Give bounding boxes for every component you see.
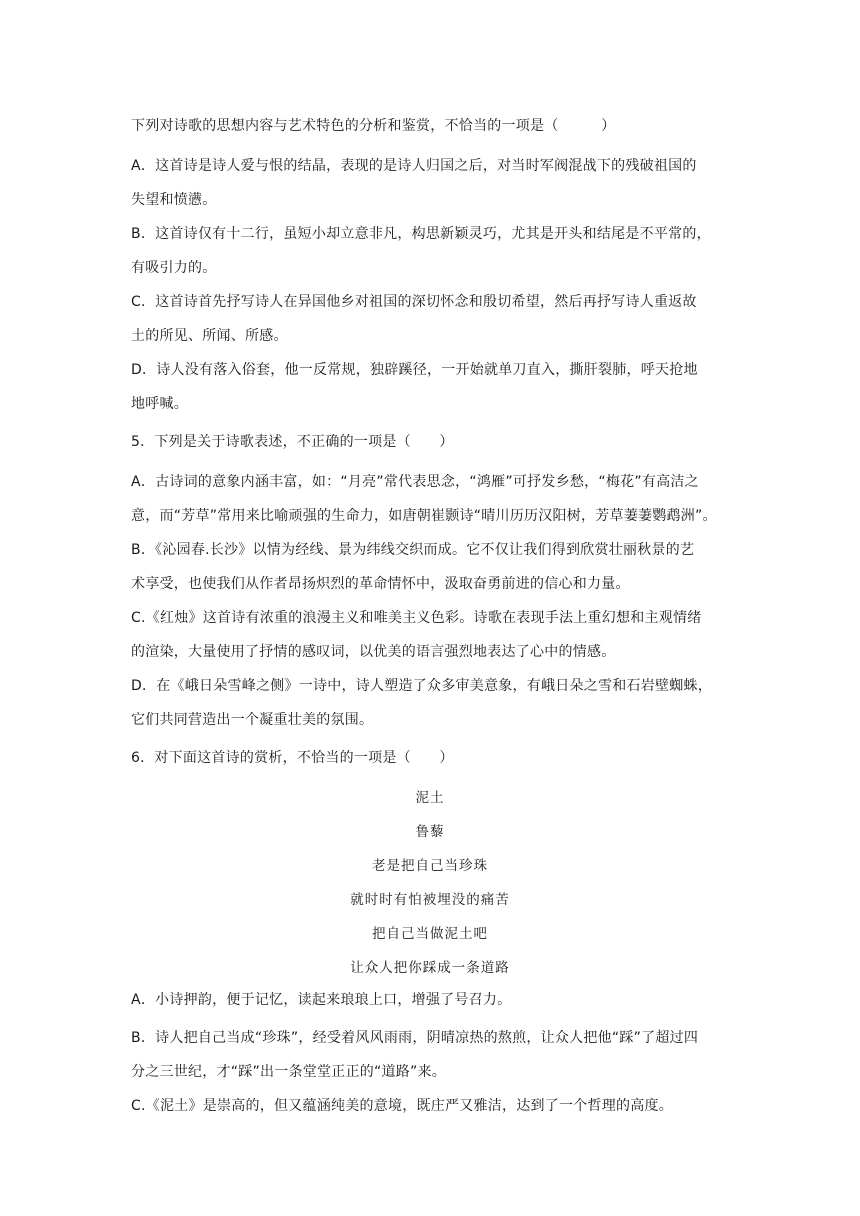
q5-option-c-line1: C.《红烛》这首诗有浓重的浪漫主义和唯美主义色彩。诗歌在表现手法上重幻想和主观情绪: [131, 610, 702, 626]
q6-option-b-line2: 分之三世纪，才“踩”出一条堂堂正正的“道路”来。: [131, 1064, 447, 1080]
q5-option-a-line2: 意，而“芳草”常用来比喻顽强的生命力，如唐朝崔颢诗“晴川历历汉阳树，芳草萋萋鹦鹉洲”。: [131, 508, 717, 524]
poem-line-1: 老是把自己当珍珠: [372, 858, 488, 874]
q4-option-d-line1: D．诗人没有落入俗套，他一反常规，独辟蹊径，一开始就单刀直入，撕肝裂肺，呼天抢地: [131, 362, 698, 378]
poem-line-3: 把自己当做泥土吧: [372, 926, 488, 942]
q4-option-c-line2: 土的所见、所闻、所感。: [131, 328, 288, 344]
q4-option-d-line2: 地呼喊。: [131, 396, 188, 412]
q5-option-b-line2: 术享受，也使我们从作者昂扬炽烈的革命情怀中，汲取奋勇前进的信心和力量。: [131, 576, 630, 592]
q6-option-a-line1: A．小诗押韵，便于记忆，读起来琅琅上口，增强了号召力。: [131, 992, 512, 1008]
q4-stem: 下列对诗歌的思想内容与艺术特色的分析和鉴赏，不恰当的一项是（ ）: [131, 118, 616, 134]
q6-stem: 6．对下面这首诗的赏析，不恰当的一项是（ ）: [131, 750, 454, 766]
q4-option-b-line2: 有吸引力的。: [131, 260, 217, 276]
q5-option-a-line1: A．古诗词的意象内涵丰富，如：“月亮”常代表思念，“鸿雁”可抒发乡愁，“梅花”有高洁之: [131, 474, 699, 490]
poem-author: 鲁藜: [415, 824, 445, 840]
poem-line-2: 就时时有怕被埋没的痛苦: [350, 892, 510, 908]
q5-option-d-line1: D．在《峨日朵雪峰之侧》一诗中，诗人塑造了众多审美意象，有峨日朵之雪和石岩壁蜘蛛，: [131, 678, 713, 694]
q4-option-c-line1: C．这首诗首先抒写诗人在异国他乡对祖国的深切怀念和殷切希望，然后再抒写诗人重返故: [131, 294, 697, 310]
q5-option-d-line2: 它们共同营造出一个凝重壮美的氛围。: [131, 712, 374, 728]
q5-option-c-line2: 的渲染，大量使用了抒情的感叹词，以优美的语言强烈地表达了心中的情感。: [131, 644, 616, 660]
q6-option-c-line1: C.《泥土》是崇高的，但又蕴涵纯美的意境，既庄严又雅洁，达到了一个哲理的高度。: [131, 1098, 673, 1114]
q4-option-b-line1: B．这首诗仅有十二行，虽短小却立意非凡，构思新颖灵巧，尤其是开头和结尾是不平常的，: [131, 226, 711, 242]
q6-option-b-line1: B．诗人把自己当成“珍珠”，经受着风风雨雨，阴晴凉热的熬煎，让众人把他“踩”了超过四: [131, 1030, 699, 1046]
q4-option-a-line2: 失望和愤懑。: [131, 192, 217, 208]
poem-title: 泥土: [415, 790, 445, 806]
poem-line-4: 让众人把你踩成一条道路: [350, 960, 510, 976]
q5-option-b-line1: B．《沁园春.长沙》以情为经线、景为纬线交织而成。它不仅让我们得到欣赏壮丽秋景的艺: [131, 542, 695, 558]
q5-stem: 5．下列是关于诗歌表述，不正确的一项是（ ）: [131, 434, 454, 450]
q4-option-a-line1: A．这首诗是诗人爱与恨的结晶，表现的是诗人归国之后，对当时军阀混战下的残破祖国的: [131, 158, 697, 174]
